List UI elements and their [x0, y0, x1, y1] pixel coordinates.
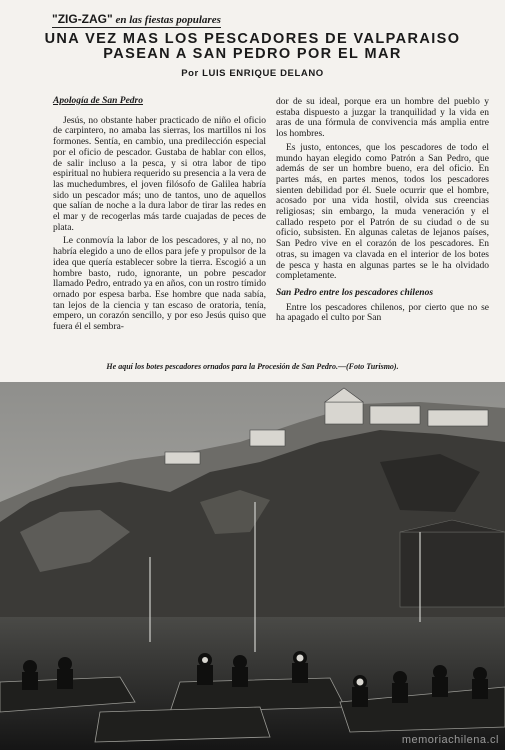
article-byline: Por LUIS ENRIQUE DELANO	[181, 68, 324, 79]
paragraph: Le conmovía la labor de los pescadores, y al no, no habría elegido a uno de ellos para jefe y propulsor de la idea que quería establecer sobre la tierra. Escogió a un hombre basto, rudo, ignorante, un pobre pescador llamado Pedro, entrado ya en años, con un rostro tímido ornado por espesa barba. Ese hombre que nada sabía, tan lejos de la ciencia y tan escaso de oratoria, tenía, empero, un corazón sencillo, y por eso Jesús quiso que fuera él el sembra-	[53, 236, 266, 333]
headline-line-1: UNA VEZ MAS LOS PESCADORES DE VALPARAISO	[44, 31, 461, 47]
photo-caption: He aquí los botes pescadores ornados para la Procesión de San Pedro.—(Foto Turismo).	[106, 362, 399, 371]
kicker-section-text: en las fiestas populares	[112, 14, 221, 26]
paragraph: dor de su ideal, porque era un hombre del pueblo y estaba dispuesto a juzgar la tranquilidad y la vida en aras de una fórmula de convivencia más amplia entre los hombres.	[276, 97, 489, 140]
article-column-right	[276, 97, 489, 327]
paragraph: Entre los pescadores chilenos, por cierto que no se ha apagado el culto por San	[276, 302, 489, 324]
photo-illustration	[0, 382, 505, 750]
paragraph: Jesús, no obstante haber practicado de niño el oficio de carpintero, no amaba las sierras, los martillos ni los formones. Sentía, en cambio, una predilección especial por el oficio de pescador. Gustaba de hablar con ellos, de salir incluso a la pesca, y si otra labor de tipo espiritual no hubiera requerido su presencia a la vera de las muchedumbres, el joven filósofo de Galilea habría sido un pescador más; uno de tantos, uno de aquellos que salían de noche a la dura labor de tirar las redes en el mar y de recogerlas más tarde cuajadas de peces de plata.	[53, 115, 266, 233]
headline-line-2: PASEAN A SAN PEDRO POR EL MAR	[103, 46, 402, 62]
article-column-left	[53, 96, 266, 336]
section-kicker	[52, 12, 221, 28]
section-heading-apologia: Apología de San Pedro	[53, 96, 143, 106]
paragraph: Es justo, entonces, que los pescadores de todo el mundo hayan elegido como Patrón a San Pedro, que además de ser un hombre bueno, era del oficio. En partes más, en partes menos, todos los pescadores sienten debilidad por él. Suele ocurrir que el hombre, acosado por una vida hostil, olvida sus creencias religiosas; sin embargo, la muda veneración y el callado respeto por el Patrón de su ciudad o de su oficio, subsisten. En algunas caletas de lejanos países, San Pedro vive en el corazón de los pescadores. En otras, su imagen va clavada en el interior de los botes de pesca y hasta en algunas partes se le ha olvidado completamente.	[276, 142, 489, 282]
kicker-magazine-name: "ZIG-ZAG"	[52, 12, 113, 26]
photo-fishing-boats-procession	[0, 382, 505, 750]
section-heading-pescadores-chilenos: San Pedro entre los pescadores chilenos	[276, 287, 434, 298]
watermark-memoriachilena: memoriachilena.cl	[401, 734, 499, 746]
article-headline	[30, 32, 475, 62]
